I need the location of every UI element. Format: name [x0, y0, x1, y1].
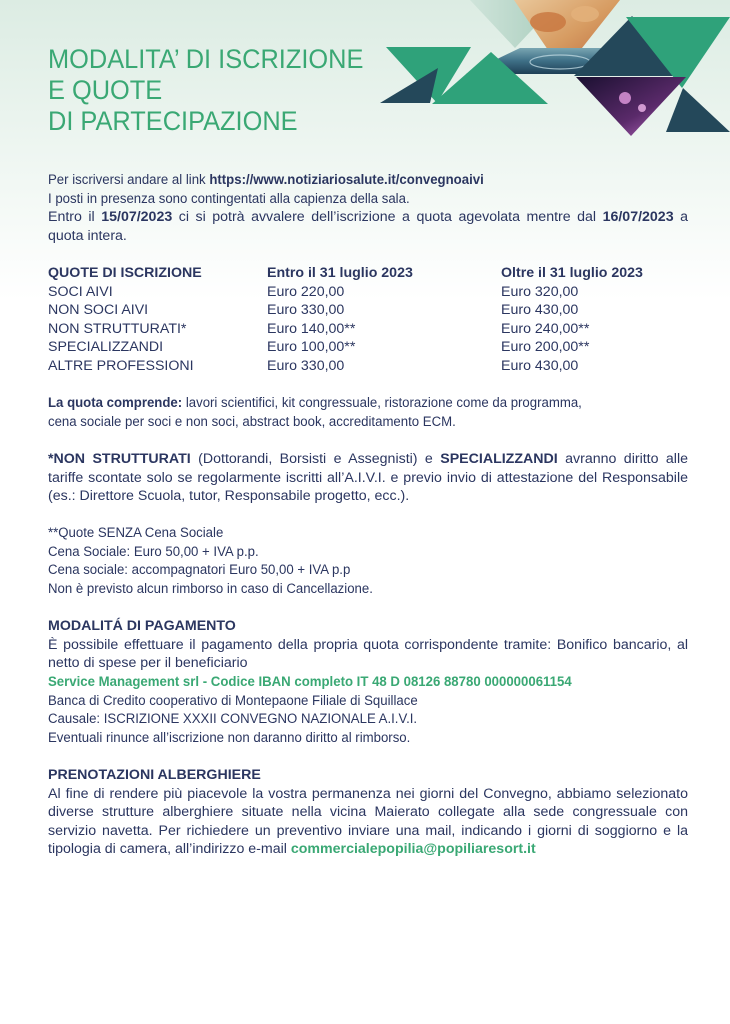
- payment-causale: Causale: ISCRIZIONE XXXII CONVEGNO NAZIONALE A.I.V.I.: [48, 711, 418, 728]
- table-row: NON STRUTTURATI* Euro 140,00** Euro 240,00**: [48, 320, 590, 337]
- hotel-heading: PRENOTAZIONI ALBERGHIERE: [48, 767, 261, 783]
- capacity-note: I posti in presenza sono contingentati alla capienza della sala.: [48, 190, 410, 207]
- microscopy-detail: [619, 92, 631, 104]
- payment-heading: MODALITÁ DI PAGAMENTO: [48, 618, 236, 635]
- late-date: 16/07/2023: [602, 209, 674, 226]
- food-detail: [530, 12, 566, 32]
- table-row: ALTRE PROFESSIONI Euro 330,00 Euro 430,00: [48, 357, 579, 374]
- main-content: [48, 171, 688, 859]
- note-companions-dinner: Cena sociale: accompagnatori Euro 50,00 + IVA p.p: [48, 562, 351, 579]
- fees-table-header: [48, 264, 643, 283]
- table-row: SPECIALIZZANDI Euro 100,00** Euro 200,00**: [48, 339, 590, 356]
- special-rates-note: *NON STRUTTURATI (Dottorandi, Borsisti e Assegnisti) e SPECIALIZZANDI avranno diritto alle tariffe scontate solo se regolarmente iscritti all’A.I.V.I. e previo invio di attestazione del Responsabile (es.: Direttore Scuola, tutor, Responsabile progetto, ecc.).: [48, 450, 689, 505]
- payment-refund-note: Eventuali rinunce all’iscrizione non daranno diritto al rimborso.: [48, 729, 411, 746]
- page-title: [48, 44, 363, 137]
- hotel-email-link[interactable]: commercialepopilia@popiliaresort.it: [290, 841, 536, 858]
- title-line-1: MODALITA’ DI ISCRIZIONE: [48, 44, 364, 74]
- fee-includes: La quota comprende: lavori scientifici, kit congressuale, ristorazione come da programma,: [48, 395, 582, 412]
- note-dinner-price: Cena Sociale: Euro 50,00 + IVA p.p.: [48, 543, 259, 560]
- payment-iban: Service Management srl - Codice IBAN completo IT 48 D 08126 88780 000000061154: [48, 674, 572, 691]
- early-registration-note: Entro il 15/07/2023 ci si potrà avvalere dell’iscrizione a quota agevolata mentre dal 16/07/2023 a quota intera.: [48, 209, 688, 244]
- table-row: SOCI AIVI Euro 220,00 Euro 320,00: [48, 283, 579, 300]
- dark-triangle-right: [666, 88, 730, 132]
- hotel-text: Al fine di rendere più piacevole la vostra permanenza nei giorni del Convegno, abbiamo selezionato diverse strutture alberghiere situate nella vicina Maierato collegate alla sede congressuale con servizio navetta. Per richiedere un preventivo inviare una mail, indicando i giorni di soggiorno e la tipologia di camera, all’indirizzo e-mail commercialepopilia@popiliaresort.it: [48, 785, 688, 858]
- note-without-dinner: **Quote SENZA Cena Sociale: [48, 525, 224, 542]
- payment-text: È possibile effettuare il pagamento della propria quota corrispondente tramite: Bonifico bancario, al netto di spese per il beneficiario: [48, 636, 688, 672]
- title-line-2: E QUOTE: [48, 75, 163, 105]
- fee-includes-continued: cena sociale per soci e non soci, abstract book, accreditamento ECM.: [48, 413, 456, 430]
- microscopy-detail: [638, 104, 646, 112]
- note-no-refund: Non è previsto alcun rimborso in caso di Cancellazione.: [48, 581, 373, 598]
- payment-bank: Banca di Credito cooperativo di Montepaone Filiale di Squillace: [48, 692, 418, 709]
- early-date: 15/07/2023: [101, 209, 173, 226]
- fees-header-category: QUOTE DI ISCRIZIONE: [48, 264, 202, 281]
- fees-header-late: Oltre il 31 luglio 2023: [501, 264, 643, 281]
- intro-link-line: Per iscriversi andare al link https://www.notiziariosalute.it/convegnoaivi: [48, 172, 484, 188]
- table-row: NON SOCI AIVI Euro 330,00 Euro 430,00: [48, 302, 579, 319]
- title-line-3: DI PARTECIPAZIONE: [48, 106, 298, 136]
- fees-table: [48, 264, 643, 376]
- registration-link[interactable]: https://www.notiziariosalute.it/convegnoaivi: [209, 172, 484, 188]
- fees-header-early: Entro il 31 luglio 2023: [267, 264, 413, 281]
- food-detail: [571, 6, 599, 22]
